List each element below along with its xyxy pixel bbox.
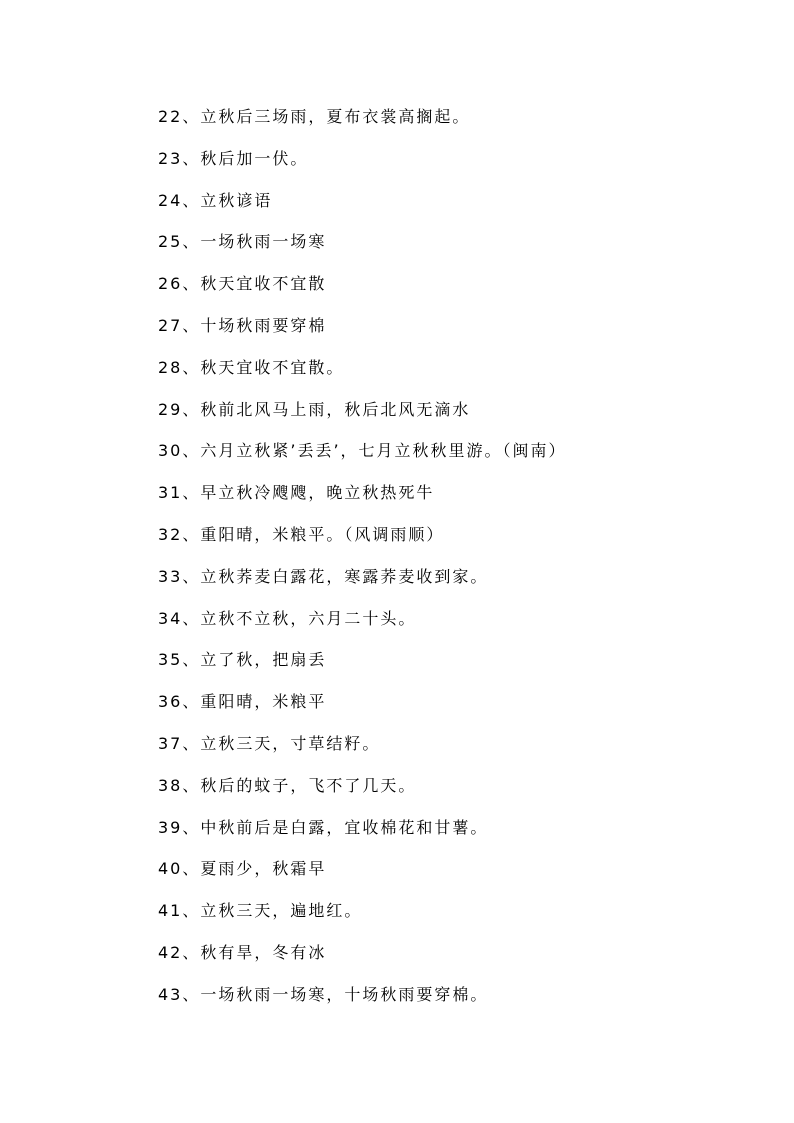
proverb-line-42: 42、秋有旱，冬有冰 (158, 942, 327, 962)
proverb-line-24: 24、立秋谚语 (158, 190, 273, 210)
proverb-line-28: 28、秋天宜收不宜散。 (158, 357, 345, 377)
proverb-line-22: 22、立秋后三场雨，夏布衣裳高搁起。 (158, 107, 471, 126)
proverb-line-43: 43、一场秋雨一场寒，十场秋雨要穿棉。 (158, 984, 489, 1004)
proverb-line-26: 26、秋天宜收不宜散 (158, 274, 327, 294)
proverb-line-31: 31、早立秋冷飕飕，晚立秋热死牛 (158, 483, 435, 503)
proverb-line-33: 33、立秋荞麦白露花，寒露荞麦收到家。 (158, 566, 489, 586)
proverb-line-37: 37、立秋三天，寸草结籽。 (158, 733, 381, 753)
proverb-line-30: 30、六月立秋紧’丢丢’，七月立秋秋里游。（闽南） (158, 441, 567, 461)
proverb-line-34: 34、立秋不立秋，六月二十头。 (158, 608, 417, 628)
proverb-line-25: 25、一场秋雨一场寒 (158, 232, 327, 252)
proverb-line-36: 36、重阳晴，米粮平 (158, 692, 327, 712)
proverb-line-23: 23、秋后加一伏。 (158, 148, 309, 168)
proverb-line-35: 35、立了秋，把扇丢 (158, 650, 327, 670)
proverb-line-38: 38、秋后的蚊子，飞不了几天。 (158, 775, 417, 795)
proverb-list (158, 104, 758, 1024)
proverb-line-29: 29、秋前北风马上雨，秋后北风无滴水 (158, 399, 471, 419)
proverb-line-32: 32、重阳晴，米粮平。（风调雨顺） (158, 524, 445, 544)
proverb-line-41: 41、立秋三天，遍地红。 (158, 901, 363, 921)
proverb-line-40: 40、夏雨少，秋霜早 (158, 859, 327, 879)
proverb-line-39: 39、中秋前后是白露，宜收棉花和甘薯。 (158, 817, 489, 837)
proverb-line-27: 27、十场秋雨要穿棉 (158, 315, 327, 335)
